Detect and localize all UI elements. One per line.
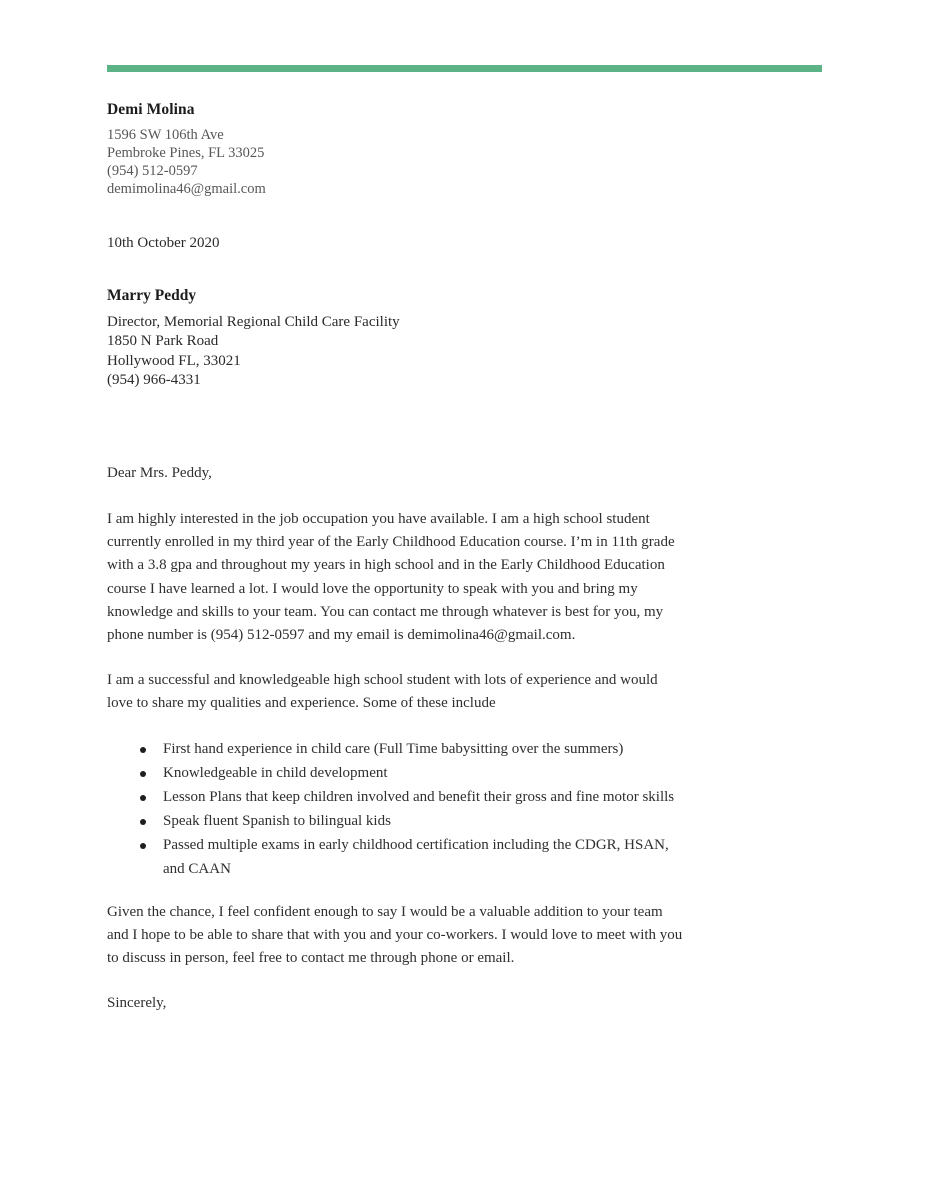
list-item-label: Knowledgeable in child development xyxy=(163,764,388,781)
closing-paragraph: Given the chance, I feel confident enough to say I would be a valuable addition to your team and I hope to be able to share that with you and your co-workers. I would love to meet with you to discuss in person, feel free to contact me through phone or email. xyxy=(107,903,683,967)
sender-phone: (954) 512-0597 xyxy=(107,163,198,179)
sender-name: Demi Molina xyxy=(107,101,195,118)
list-item-label: Lesson Plans that keep children involved and benefit their gross and fine motor skills xyxy=(163,789,675,806)
sender-address-line-2: Pembroke Pines, FL 33025 xyxy=(107,144,265,161)
body-paragraph-2: I am a successful and knowledgeable high school student with lots of experience and would love to share my qualities and experience. Some of these include xyxy=(107,672,658,712)
letter-body xyxy=(107,465,685,1016)
list-item xyxy=(107,810,685,833)
list-item-label: Speak fluent Spanish to bilingual kids xyxy=(163,813,391,830)
list-item-label: Passed multiple exams in early childhood certification including the CDGR, HSAN, and CAAN xyxy=(163,837,669,877)
sign-off: Sincerely, xyxy=(107,995,167,1012)
list-item-label: First hand experience in child care (Full Time babysitting over the summers) xyxy=(163,740,624,757)
recipient-title-org: Director, Memorial Regional Child Care Facility xyxy=(107,313,400,330)
list-item xyxy=(107,834,685,880)
sender-contact-block xyxy=(107,126,707,199)
list-item xyxy=(107,738,685,761)
bullet-dot-icon xyxy=(140,819,146,825)
header-accent-bar xyxy=(107,65,822,72)
recipient-phone: (954) 966-4331 xyxy=(107,372,201,389)
salutation: Dear Mrs. Peddy, xyxy=(107,465,212,481)
recipient-address-line-1: 1850 N Park Road xyxy=(107,333,219,350)
bullet-dot-icon xyxy=(140,771,146,777)
list-item xyxy=(107,786,685,809)
qualifications-list xyxy=(107,738,685,881)
bullet-dot-icon xyxy=(140,795,146,801)
bullet-dot-icon xyxy=(140,747,146,753)
list-item xyxy=(107,762,685,785)
recipient-address-line-2: Hollywood FL, 33021 xyxy=(107,352,241,369)
bullet-dot-icon xyxy=(140,843,146,849)
letter-date: 10th October 2020 xyxy=(107,235,220,251)
recipient-detail-block xyxy=(107,313,707,391)
body-paragraph-1: I am highly interested in the job occupation you have available. I am a high school student currently enrolled in my third year of the Early Childhood Education course. I’m in 11th grade with a 3.8 gpa and throughout my years in high school and in the Early Childhood Education course I have learned a lot. I would love the opportunity to speak with you and bring my knowledge and skills to your team. You can contact me through whatever is best for you, my phone number is (954) 512-0597 and my email is demimolina46@gmail.com. xyxy=(107,511,675,644)
sender-address-line-1: 1596 SW 106th Ave xyxy=(107,126,224,143)
sender-block xyxy=(107,101,707,1012)
sender-email: demimolina46@gmail.com xyxy=(107,181,266,198)
recipient-block xyxy=(107,287,707,391)
recipient-name: Marry Peddy xyxy=(107,287,197,304)
